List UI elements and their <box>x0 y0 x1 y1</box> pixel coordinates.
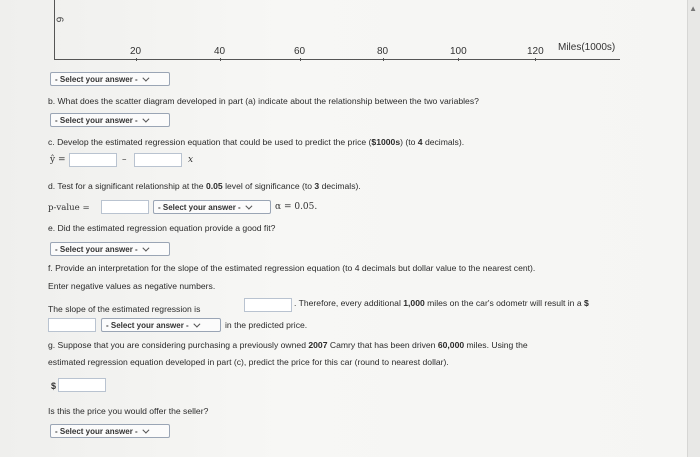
minus-sign: – <box>122 155 127 165</box>
chevron-down-icon <box>142 75 149 82</box>
p-value-label: p-value = <box>48 203 90 213</box>
scatter-chart <box>50 0 620 62</box>
y-axis <box>54 0 55 60</box>
x-axis-unit: Miles(1000s) <box>558 42 616 53</box>
x-tick-label: 40 <box>214 46 226 57</box>
scroll-up-icon[interactable]: ▲ <box>689 4 697 13</box>
select-label: - Select your answer - <box>55 245 138 254</box>
part-e-question: e. Did the estimated regression equation provide a good fit? <box>48 223 276 233</box>
x-tick-label: 60 <box>294 46 306 57</box>
chevron-down-icon <box>193 321 200 328</box>
chevron-down-icon <box>245 203 252 210</box>
part-b-question: b. What does the scatter diagram developed in part (a) indicate about the relationship between the two variables? <box>48 96 479 106</box>
slope-interpretation-text: . Therefore, every additional 1,000 miles on the car's odometr will result in a $ <box>294 298 589 308</box>
select-label: - Select your answer - <box>55 116 138 125</box>
offer-question: Is this the price you would offer the seller? <box>48 406 209 416</box>
part-f-question: f. Provide an interpretation for the slope of the estimated regression equation (to 4 decimals but dollar value to the nearest cent). <box>48 263 536 273</box>
alpha-equation: α = 0.05. <box>275 202 318 212</box>
slope-input[interactable] <box>134 153 182 167</box>
chevron-down-icon <box>142 245 149 252</box>
y-tick-label: 6 <box>53 16 65 23</box>
slope-value-input[interactable] <box>244 298 292 312</box>
part-g-question: g. Suppose that you are considering purchasing a previously owned 2007 Camry that has been driven 60,000 miles. Using the <box>48 340 528 350</box>
select-label: - Select your answer - <box>55 75 138 84</box>
scrollbar[interactable] <box>687 0 700 457</box>
predicted-price-input[interactable] <box>58 378 106 392</box>
chevron-down-icon <box>142 116 149 123</box>
part-e-answer-select[interactable] <box>50 242 170 256</box>
part-c-question: c. Develop the estimated regression equation that could be used to predict the price ($1000s) (to 4 decimals). <box>48 137 465 147</box>
part-b-answer-select[interactable] <box>50 113 170 127</box>
dollar-sign: $ <box>51 381 57 391</box>
x-tick-label: 80 <box>377 46 389 57</box>
p-value-input[interactable] <box>101 200 149 214</box>
select-label: - Select your answer - <box>55 427 138 436</box>
part-a-answer-select[interactable] <box>50 72 170 86</box>
part-g-question-cont: estimated regression equation developed in part (c), predict the price for this car (round to nearest dollar). <box>48 357 449 367</box>
part-f-note: Enter negative values as negative numbers. <box>48 281 216 291</box>
dollar-change-input[interactable] <box>48 318 96 332</box>
chevron-down-icon <box>142 427 149 434</box>
select-label: - Select your answer - <box>158 203 241 212</box>
x-tick-label: 100 <box>450 46 467 57</box>
x-tick-label: 20 <box>130 46 142 57</box>
intercept-input[interactable] <box>69 153 117 167</box>
x-tick-label: 120 <box>527 46 544 57</box>
part-g-answer-select[interactable] <box>50 424 170 438</box>
direction-select[interactable] <box>101 318 221 332</box>
select-label: - Select your answer - <box>106 321 189 330</box>
part-d-question: d. Test for a significant relationship at the 0.05 level of significance (to 3 decimals). <box>48 181 361 191</box>
yhat-label: ŷ = <box>50 155 66 165</box>
slope-interpretation-label: The slope of the estimated regression is <box>48 304 201 314</box>
predicted-price-text: in the predicted price. <box>225 320 308 330</box>
x-variable: x <box>188 155 194 165</box>
significance-select[interactable] <box>153 200 271 214</box>
